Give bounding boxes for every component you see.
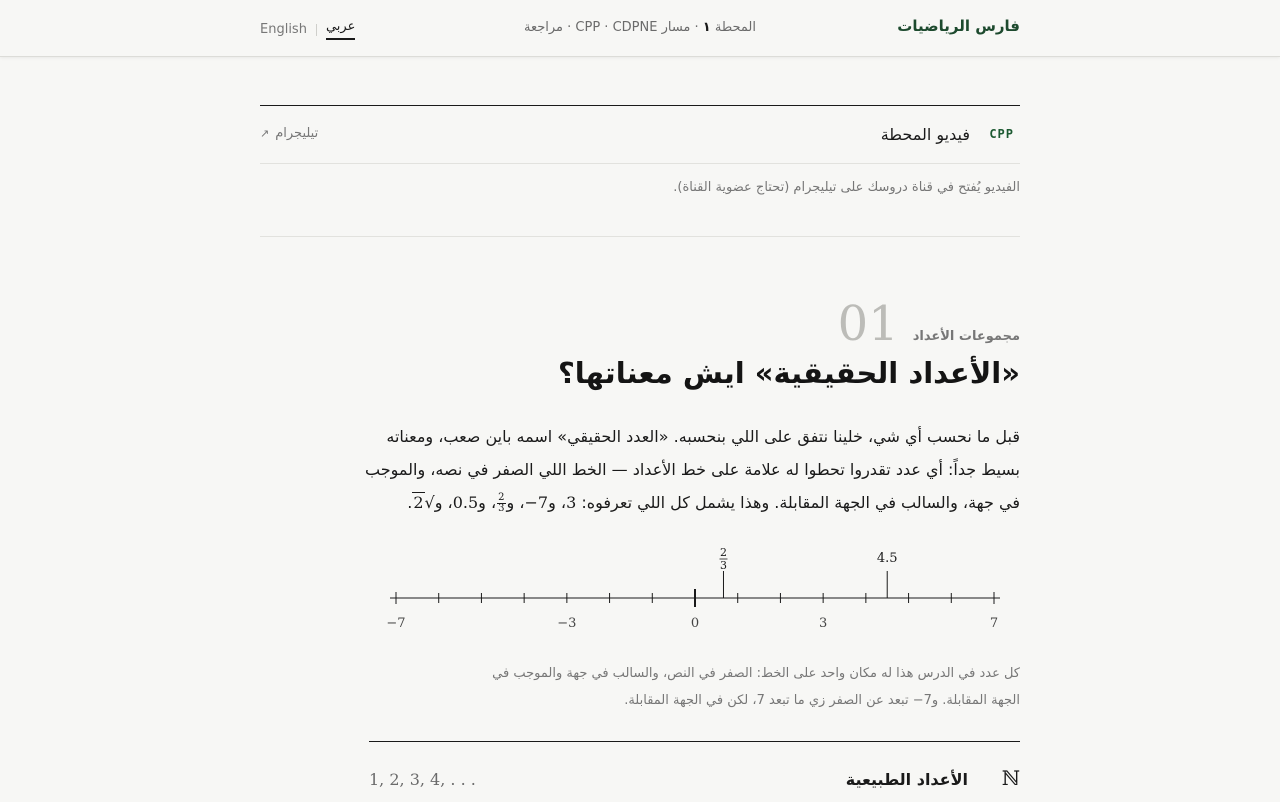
video-card (260, 105, 1020, 237)
paragraph-text: قبل ما نحسب أي شي، خلينا نتفق على اللي بنحسبه. «العدد الحقيقي» اسمه باين صعب، ومعناته بسيط جداً: أي عدد تقدروا تحطوا له علامة على خط الأعداد — الخط اللي الصفر في نصه، والموجب في جهة، والسالب في الجهة المقابلة. وهذا يشمل كل اللي تعرفوه: (365, 427, 1020, 512)
example-fraction (497, 493, 505, 514)
video-title: فيديو المحطة (880, 125, 970, 144)
main-content (260, 0, 1020, 800)
header-inner (260, 0, 1020, 56)
section-paragraph (360, 420, 1020, 519)
breadcrumb-rest: · مسار CPP · CDPNE · مراجعة (523, 20, 699, 35)
lang-arabic-button[interactable]: عربي (326, 19, 355, 40)
sep-2: ، و (506, 493, 525, 512)
number-line-label: −3 (557, 616, 577, 631)
sep-4: ، و (434, 493, 453, 512)
telegram-link-label: تيليجرام (275, 126, 319, 141)
number-sets-table (369, 741, 1020, 802)
example-decimal: 0.5 (452, 493, 479, 512)
section-number: 01 (837, 296, 899, 352)
marker-fraction-denominator: 3 (719, 559, 727, 572)
fraction-numerator: 2 (498, 492, 505, 503)
paragraph-end: . (407, 493, 413, 512)
sep-1: ، و (548, 493, 567, 512)
telegram-link[interactable] (260, 126, 318, 141)
brand-logo[interactable]: فارس الرياضيات (897, 17, 1020, 35)
sep-3: ، و (478, 493, 497, 512)
section-header (837, 296, 1020, 352)
number-line-label: −7 (386, 616, 406, 631)
example-three: 3 (566, 493, 577, 512)
set-symbol: ℕ (1001, 766, 1020, 790)
video-tag: CPP (989, 127, 1014, 141)
video-note: الفيديو يُفتح في قناة دروسك على تيليجرام (تحتاج عضوية القناة). (260, 164, 1020, 237)
number-line-label: 7 (989, 616, 999, 631)
lang-english-button[interactable]: English (260, 22, 307, 37)
breadcrumb-station-number: ١ (702, 20, 711, 35)
marker-fraction-numerator: 2 (719, 546, 727, 559)
section-label: مجموعات الأعداد (912, 329, 1020, 344)
number-line-label: 0 (690, 616, 700, 631)
language-switcher (260, 19, 355, 40)
breadcrumb-station-prefix: المحطة (714, 20, 756, 35)
number-line-label: 3 (819, 616, 828, 631)
breadcrumb (260, 20, 1020, 35)
set-example: 1, 2, 3, 4, . . . (369, 770, 476, 789)
number-line (380, 540, 1000, 640)
section-title: «الأعداد الحقيقية» ايش معناتها؟ (557, 356, 1020, 390)
top-header (0, 0, 1280, 57)
sqrt-radicand: 2 (413, 493, 424, 512)
fraction-denominator: 3 (498, 503, 505, 514)
marker-label: 4.5 (876, 551, 898, 566)
number-line-caption: كل عدد في الدرس هذا له مكان واحد على الخط: الصفر في النص، والسالب في جهة والموجب في الجهة المقابلة. و7− تبعد عن الصفر زي ما تبعد 7، لكن في الجهة المقابلة. (492, 666, 1020, 708)
lang-divider (316, 24, 317, 36)
example-negative-seven: −7 (524, 493, 549, 512)
example-sqrt: √2 (413, 493, 435, 512)
video-row[interactable] (260, 106, 1020, 164)
set-name: الأعداد الطبيعية (845, 770, 968, 789)
external-link-icon: ↗ (260, 127, 270, 140)
set-row-natural (369, 742, 1020, 802)
